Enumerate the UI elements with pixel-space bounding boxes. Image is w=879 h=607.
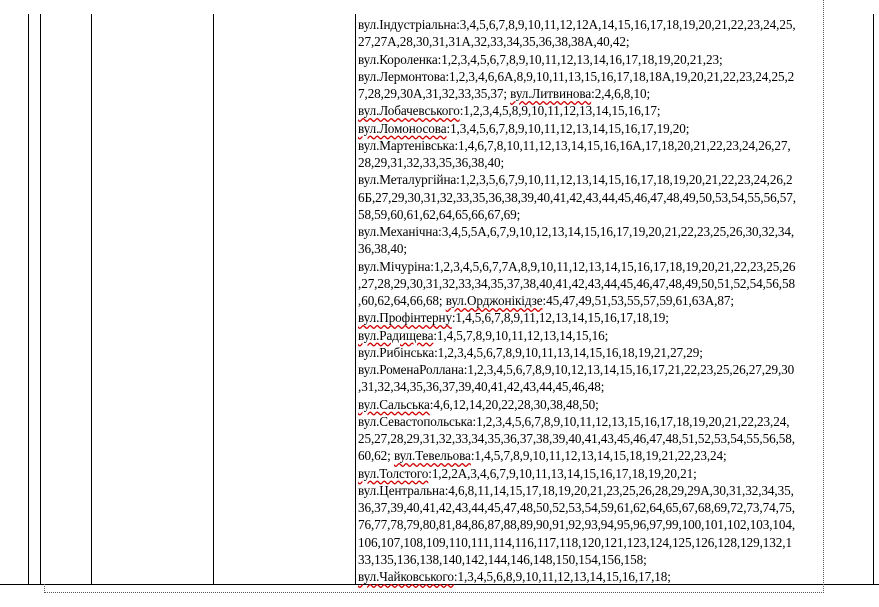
text-line	[358, 482, 872, 499]
text-run: :1,2,3,4,5,8,9,10,11,12,13,14,15,16,17;	[459, 103, 661, 119]
street-list-cell[interactable]	[358, 16, 872, 585]
street-name-flagged: вул.Сальська	[358, 396, 430, 412]
table-border-col-2	[91, 14, 92, 584]
text-line	[358, 16, 872, 33]
text-line	[358, 309, 872, 326]
text-boundary-left	[44, 584, 45, 593]
table-border-right	[873, 14, 874, 584]
text-line	[358, 240, 872, 257]
text-line	[358, 33, 872, 50]
text-line	[358, 68, 872, 85]
text-run: ,27,28,29,30,31,32,33,34,35,37,38,40,41,42,43,44,45,46,47,48,49,50,51,52,54,56,58	[358, 275, 795, 291]
text-run: 28,29,31,32,33,35,36,38,40;	[358, 155, 505, 170]
street-name-flagged: вул.Чайковського	[358, 569, 454, 584]
text-run: :2,4,6,8,10;	[591, 86, 651, 101]
street-name-flagged: вул.Тевельова	[393, 448, 471, 464]
text-run: ,60,62,64,66,68;	[358, 293, 446, 308]
street-name-flagged: вул.Радищева	[358, 327, 434, 343]
text-run: вул.Короленка:1,2,3,4,5,6,7,8,9,10,11,12,13,14,16,17,18,19,20,21,23;	[358, 51, 723, 67]
text-run: вул.Лермонтова:1,2,3,4,6,6А,8,9,10,11,13,15,16,17,18,18А,19,20,21,22,23,24,25,2	[358, 68, 795, 84]
street-name-flagged: вул.Литвинова	[510, 86, 592, 101]
text-line	[358, 378, 872, 395]
text-boundary-bottom	[44, 592, 824, 593]
street-name-flagged: вул.Орджонікідзе	[445, 293, 543, 308]
text-run: 25,27,28,29,31,32,33,34,35,36,37,38,39,40,41,43,45,46,47,48,51,52,53,54,55,56,58,	[358, 431, 795, 446]
text-line	[358, 361, 872, 378]
street-name-flagged: вул.Ломоносова	[358, 120, 447, 136]
text-run: :4,6,12,14,20,22,28,30,38,48,50;	[429, 396, 599, 412]
text-run: 106,107,108,109,110,111,114,116,117,118,120,121,123,124,125,126,128,129,132,1	[358, 534, 792, 550]
text-line	[358, 344, 872, 361]
text-line	[358, 223, 872, 240]
text-line	[358, 137, 872, 154]
text-run: вул.Центральна:4,6,8,11,14,15,17,18,19,20,21,23,25,26,28,29,29А,30,31,32,34,35,	[358, 482, 794, 498]
text-run: 36,37,39,40,41,42,43,44,45,47,48,50,52,53,54,59,61,62,64,65,67,68,69,72,73,74,75,	[358, 500, 795, 515]
text-line	[358, 327, 872, 344]
text-line	[358, 189, 872, 206]
street-name-flagged: вул.Толстого	[358, 465, 429, 481]
street-name-flagged: вул.Профінтерну	[358, 310, 452, 326]
text-line	[358, 292, 872, 309]
text-run: вул.Рибінська:1,2,3,4,5,6,7,8,9,10,11,13,14,15,16,18,19,21,27,29;	[358, 344, 703, 360]
text-run: 27,27А,28,30,31,31А,32,33,34,35,36,38,38А,40,42;	[358, 34, 630, 50]
text-line	[358, 258, 872, 275]
text-line	[358, 85, 872, 102]
table-border-col-4	[355, 14, 356, 584]
text-line	[358, 516, 872, 533]
text-run: :1,4,5,7,8,9,10,11,12,13,14,15,18,19,21,22,23,24;	[470, 448, 727, 464]
text-line	[358, 396, 872, 413]
text-run: :1,4,5,6,7,8,9,11,12,13,14,15,16,17,18,19;	[451, 310, 669, 326]
text-line	[358, 171, 872, 188]
text-line	[358, 499, 872, 516]
text-line	[358, 430, 872, 447]
text-run: вул.Мартенівська:1,4,6,7,8,10,11,12,13,14,15,16,16А,17,18,20,21,22,23,24,26,27,	[358, 137, 791, 153]
text-line	[358, 551, 872, 568]
text-line	[358, 534, 872, 551]
text-run: :1,2,2А,3,4,6,7,9,10,11,13,14,15,16,17,18,19,20,21;	[428, 465, 697, 481]
text-run: 33,135,136,138,140,142,144,146,148,150,154,156,158;	[358, 551, 647, 567]
text-run: :45,47,49,51,53,55,57,59,61,63А,87;	[542, 293, 734, 308]
text-run: 60,62;	[358, 448, 394, 464]
text-run: 7,28,29,30А,31,32,33,35,37;	[358, 86, 511, 101]
text-line	[358, 120, 872, 137]
text-line	[358, 568, 872, 585]
text-run: :1,4,5,7,8,9,10,11,12,13,14,15,16;	[433, 327, 609, 343]
text-run: вул.Мічуріна:1,2,3,4,5,6,7,7А,8,9,10,11,12,13,14,15,16,17,18,19,20,21,22,23,25,26	[358, 258, 796, 274]
text-run: вул.Севастопольська:1,2,3,4,5,6,7,8,9,10,11,12,13,15,16,17,18,19,20,21,22,23,24,	[358, 413, 790, 429]
text-line	[358, 413, 872, 430]
text-run: :1,3,4,5,6,8,9,10,11,12,13,14,15,16,17,18;	[453, 569, 671, 584]
text-run: 36,38,40;	[358, 241, 407, 257]
text-line	[358, 51, 872, 68]
text-run: 6Б,27,29,30,31,32,33,35,36,38,39,40,41,42,43,44,45,46,47,48,49,50,53,54,55,56,57,	[358, 189, 796, 205]
text-run: вул.Індустріальна:3,4,5,6,7,8,9,10,11,12,12А,14,15,16,17,18,19,20,21,22,23,24,25,	[358, 17, 796, 32]
text-run: вул.РоменаРоллана:1,2,3,4,5,6,7,8,9,10,12,13,14,15,16,17,21,22,23,25,26,27,29,30	[358, 362, 795, 377]
text-line	[358, 154, 872, 171]
street-name-flagged: вул.Лобачевського	[358, 103, 460, 119]
text-line	[358, 102, 872, 119]
table-border-col-1	[40, 14, 41, 584]
text-run: 76,77,78,79,80,81,84,86,87,88,89,90,91,92,93,94,95,96,97,99,100,101,102,103,104,	[358, 517, 796, 533]
text-line	[358, 275, 872, 292]
text-run: :1,3,4,5,6,7,8,9,10,11,12,13,14,15,16,17,19,20;	[446, 120, 690, 136]
text-line	[358, 465, 872, 482]
table-border-left	[28, 14, 29, 584]
text-run: вул.Металургійна:1,2,3,5,6,7,9,10,11,12,13,14,15,16,17,18,19,20,21,22,23,24,26,2	[358, 172, 793, 188]
text-run: вул.Механічна:3,4,5,5А,6,7,9,10,12,13,14,15,16,17,19,20,21,22,23,25,26,30,32,34,	[358, 224, 795, 239]
text-line	[358, 447, 872, 464]
text-run: ,31,32,34,35,36,37,39,40,41,42,43,44,45,46,48;	[358, 379, 605, 395]
table-border-col-3	[213, 14, 214, 584]
text-run: 58,59,60,61,62,64,65,66,67,69;	[358, 206, 521, 222]
text-line	[358, 206, 872, 223]
